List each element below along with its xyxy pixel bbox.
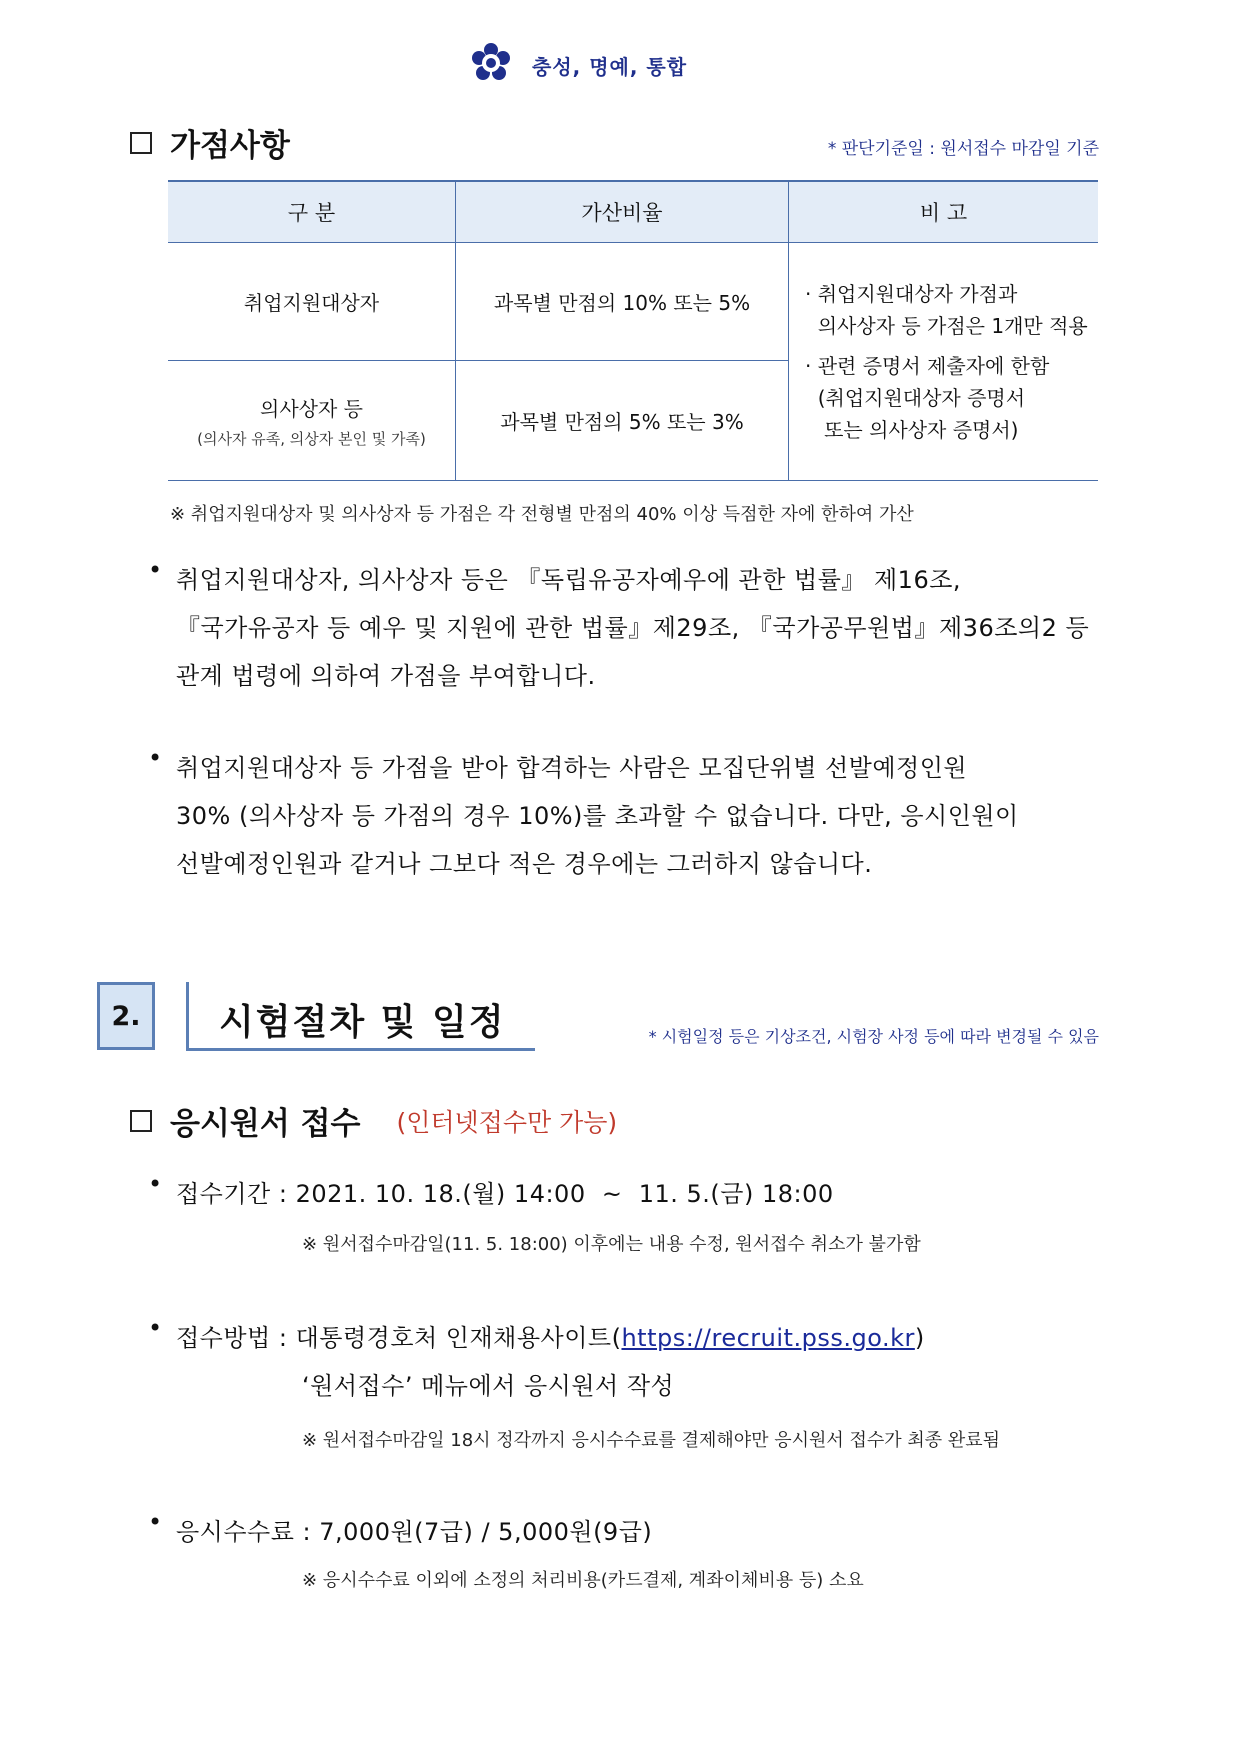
remark-line: (취업지원대상자 증명서 (805, 385, 1026, 410)
bullet-dot-icon: • (148, 556, 163, 584)
bonus-table (168, 180, 1098, 481)
bullet-period (148, 1170, 834, 1218)
remark-line: 의사상자 등 가점은 1개만 적용 (805, 313, 1088, 338)
header-category: 구 분 (168, 181, 456, 243)
bonus-section-heading (130, 120, 290, 165)
cell-category: 취업지원대상자 (168, 243, 456, 361)
category-sub: (의사자 유족, 의상자 본인 및 가족) (197, 429, 426, 448)
fee-text: 응시수수료 : 7,000원(7급) / 5,000원(9급) (176, 1518, 653, 1546)
checkbox-icon (130, 132, 152, 154)
bullet-line: 취업지원대상자 등 가점을 받아 합격하는 사람은 모집단위별 선발예정인원 (176, 754, 968, 782)
bullet-fee (148, 1508, 652, 1556)
motto-text: 충성, 명예, 통합 (532, 54, 688, 79)
bullet-dot-icon: • (148, 744, 163, 772)
schedule-change-note: * 시험일정 등은 기상조건, 시험장 사정 등에 따라 변경될 수 있음 (648, 1027, 1099, 1046)
bullet-method (148, 1314, 925, 1362)
cell-remarks (789, 243, 1099, 481)
remark-line: · 관련 증명서 제출자에 한함 (805, 353, 1050, 378)
application-heading (130, 1098, 617, 1143)
bullet-legal-basis (148, 556, 1089, 700)
remark-line: · 취업지원대상자 가점과 (805, 281, 1018, 306)
period-text: 접수기간 : 2021. 10. 18.(월) 14:00 ~ 11. 5.(금) 18:00 (176, 1180, 834, 1208)
application-title: 응시원서 접수 (170, 1106, 361, 1142)
application-subtitle: (인터넷접수만 가능) (396, 1107, 618, 1137)
table-footnote: ※ 취업지원대상자 및 의사상자 등 가점은 각 전형별 만점의 40% 이상 득점한 자에 한하여 가산 (170, 504, 914, 525)
header-remarks: 비 고 (789, 181, 1099, 243)
bullet-line: 『국가유공자 등 예우 및 지원에 관한 법률』제29조, 『국가공무원법』제36조의2 등 (176, 614, 1090, 642)
bonus-section-title: 가점사항 (170, 128, 290, 164)
bullet-line: 선발예정인원과 같거나 그보다 적은 경우에는 그러하지 않습니다. (176, 850, 873, 878)
cell-category (168, 361, 456, 481)
pss-emblem-icon (470, 42, 512, 88)
step-number-box: 2. (97, 982, 155, 1050)
period-note: ※ 원서접수마감일(11. 5. 18:00) 이후에는 내용 수정, 원서접수 취소가 불가함 (302, 1234, 921, 1255)
method-line (176, 1314, 925, 1362)
bullet-line: 30% (의사상자 등 가점의 경우 10%)를 초과할 수 없습니다. 다만, 응시인원이 (176, 802, 1019, 830)
header-rate: 가산비율 (456, 181, 789, 243)
table-header-row (168, 181, 1098, 243)
bullet-dot-icon: • (148, 1170, 163, 1198)
basis-date-note: * 판단기준일 : 원서접수 마감일 기준 (827, 139, 1099, 159)
bullet-line: 관계 법령에 의하여 가점을 부여합니다. (176, 662, 596, 690)
bullet-dot-icon: • (148, 1508, 163, 1536)
method-line-2: ‘원서접수’ 메뉴에서 응시원서 작성 (302, 1372, 675, 1400)
bullet-line: 취업지원대상자, 의사상자 등은 『독립유공자예우에 관한 법률』 제16조, (176, 566, 962, 594)
fee-note: ※ 응시수수료 이외에 소정의 처리비용(카드결제, 계좌이체비용 등) 소요 (302, 1570, 864, 1591)
method-note: ※ 원서접수마감일 18시 정각까지 응시수수료를 결제해야만 응시원서 접수가 최종 완료됨 (302, 1430, 1001, 1451)
checkbox-icon (130, 1110, 152, 1132)
remark-line: 또는 의사상자 증명서) (805, 417, 1019, 442)
step-title-frame (186, 982, 535, 1051)
page-header (470, 40, 687, 90)
step-title: 시험절차 및 일정 (219, 1002, 506, 1043)
cell-rate: 과목별 만점의 5% 또는 3% (456, 361, 789, 481)
bullet-dot-icon: • (148, 1314, 163, 1342)
bullet-quota-limit (148, 744, 1019, 888)
method-prefix: 접수방법 : 대통령경호처 인재채용사이트( (176, 1324, 622, 1352)
table-row (168, 243, 1098, 361)
method-suffix: ) (914, 1324, 925, 1352)
category-main: 의사상자 등 (260, 396, 363, 421)
recruit-site-link[interactable]: https://recruit.pss.go.kr (621, 1324, 915, 1352)
cell-rate: 과목별 만점의 10% 또는 5% (456, 243, 789, 361)
